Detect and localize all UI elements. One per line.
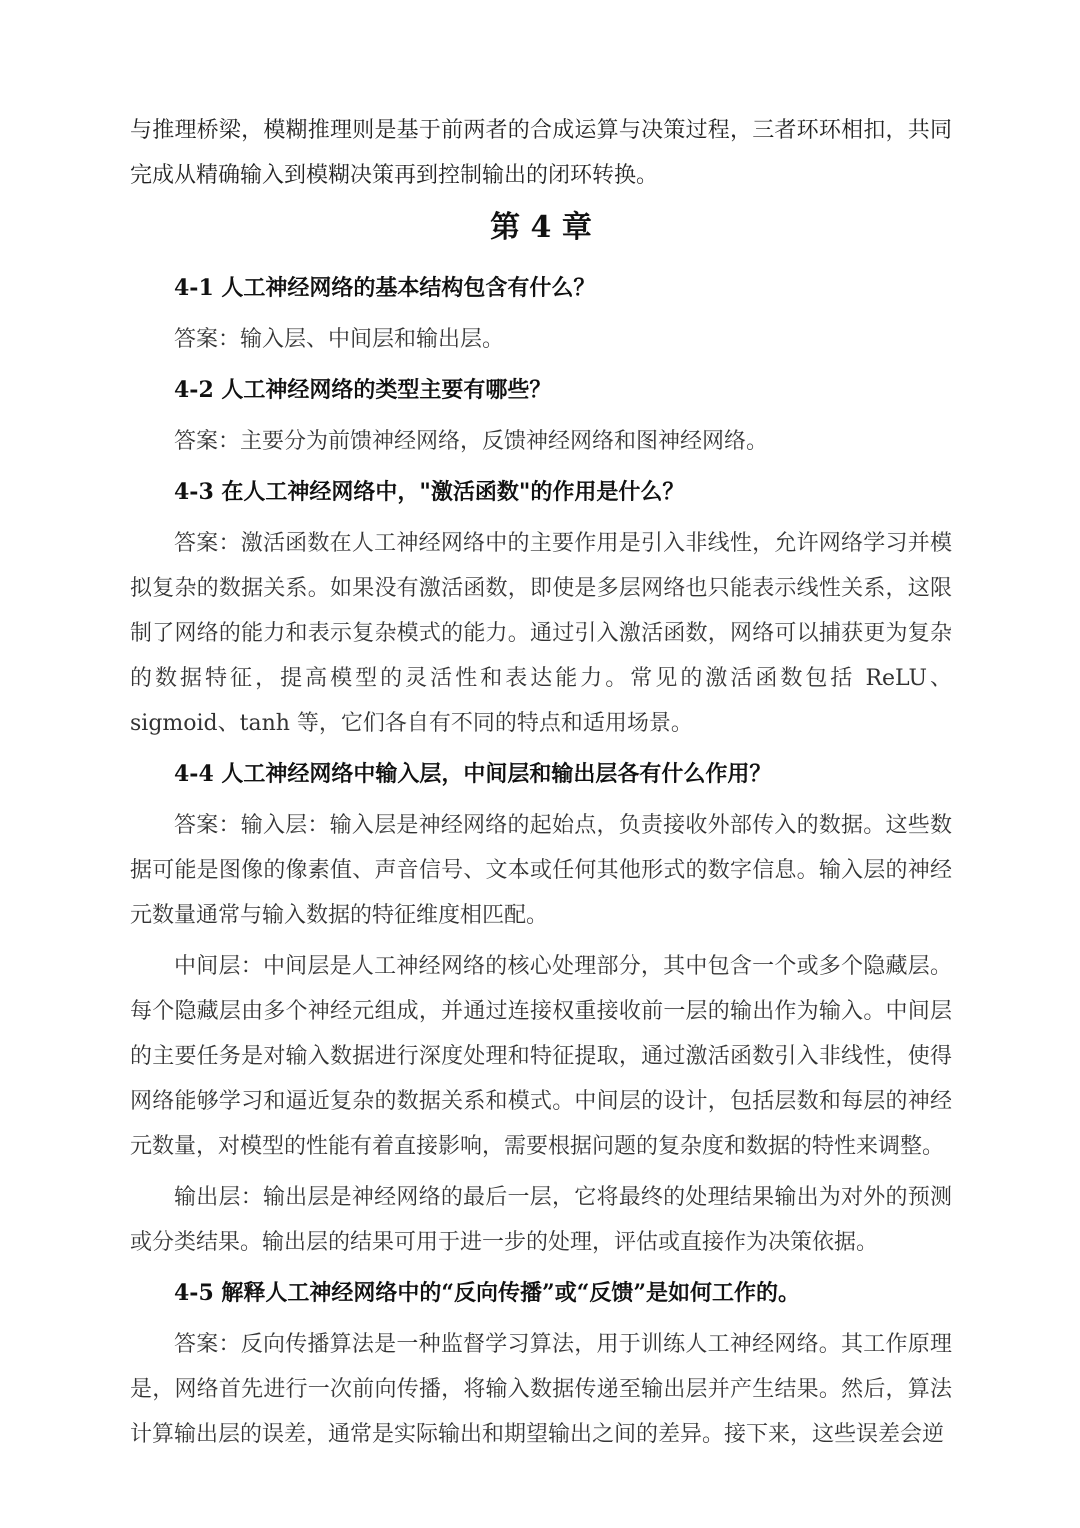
- answer-4-3: 答案：激活函数在人工神经网络中的主要作用是引入非线性，允许网络学习并模拟复杂的数据关系。如果没有激活函数，即使是多层网络也只能表示线性关系，这限制了网络的能力和表示复杂模式的能力。通过引入激活函数，网络可以捕获更为复杂的数据特征，提高模型的灵活性和表达能力。常见的激活函数包括 ReLU、sigmoid、tanh 等，它们各自有不同的特点和适用场景。: [130, 531, 952, 736]
- answer-4-4-input-layer: 答案：输入层：输入层是神经网络的起始点，负责接收外部传入的数据。这些数据可能是图像的像素值、声音信号、文本或任何其他形式的数字信息。输入层的神经元数量通常与输入数据的特征维度相匹配。: [130, 813, 952, 928]
- question-4-4: 4-4 人工神经网络中输入层，中间层和输出层各有什么作用？: [174, 761, 772, 787]
- intro-paragraph: 与推理桥梁，模糊推理则是基于前两者的合成运算与决策过程，三者环环相扣，共同完成从精确输入到模糊决策再到控制输出的闭环转换。: [130, 118, 952, 188]
- chapter-title: 第 4 章: [490, 210, 592, 245]
- question-4-2: 4-2 人工神经网络的类型主要有哪些？: [174, 377, 552, 403]
- answer-4-4-output-layer: 输出层：输出层是神经网络的最后一层，它将最终的处理结果输出为对外的预测或分类结果。输出层的结果可用于进一步的处理，评估或直接作为决策依据。: [130, 1185, 952, 1255]
- question-4-5: 4-5 解释人工神经网络中的“反向传播”或“反馈”是如何工作的。: [174, 1280, 801, 1306]
- question-4-1: 4-1 人工神经网络的基本结构包含有什么？: [174, 275, 596, 301]
- answer-4-1: 答案：输入层、中间层和输出层。: [174, 327, 505, 352]
- answer-4-2: 答案：主要分为前馈神经网络，反馈神经网络和图神经网络。: [174, 429, 769, 454]
- question-4-3: 4-3 在人工神经网络中，"激活函数"的作用是什么？: [174, 479, 685, 505]
- answer-4-4-middle-layer: 中间层：中间层是人工神经网络的核心处理部分，其中包含一个或多个隐藏层。每个隐藏层由多个神经元组成，并通过连接权重接收前一层的输出作为输入。中间层的主要任务是对输入数据进行深度处理和特征提取，通过激活函数引入非线性，使得网络能够学习和逼近复杂的数据关系和模式。中间层的设计，包括层数和每层的神经元数量，对模型的性能有着直接影响，需要根据问题的复杂度和数据的特性来调整。: [130, 954, 952, 1159]
- answer-4-5: 答案：反向传播算法是一种监督学习算法，用于训练人工神经网络。其工作原理是，网络首先进行一次前向传播，将输入数据传递至输出层并产生结果。然后，算法计算输出层的误差，通常是实际输出和期望输出之间的差异。接下来，这些误差会逆: [130, 1332, 952, 1447]
- document-page: [130, 108, 952, 1463]
